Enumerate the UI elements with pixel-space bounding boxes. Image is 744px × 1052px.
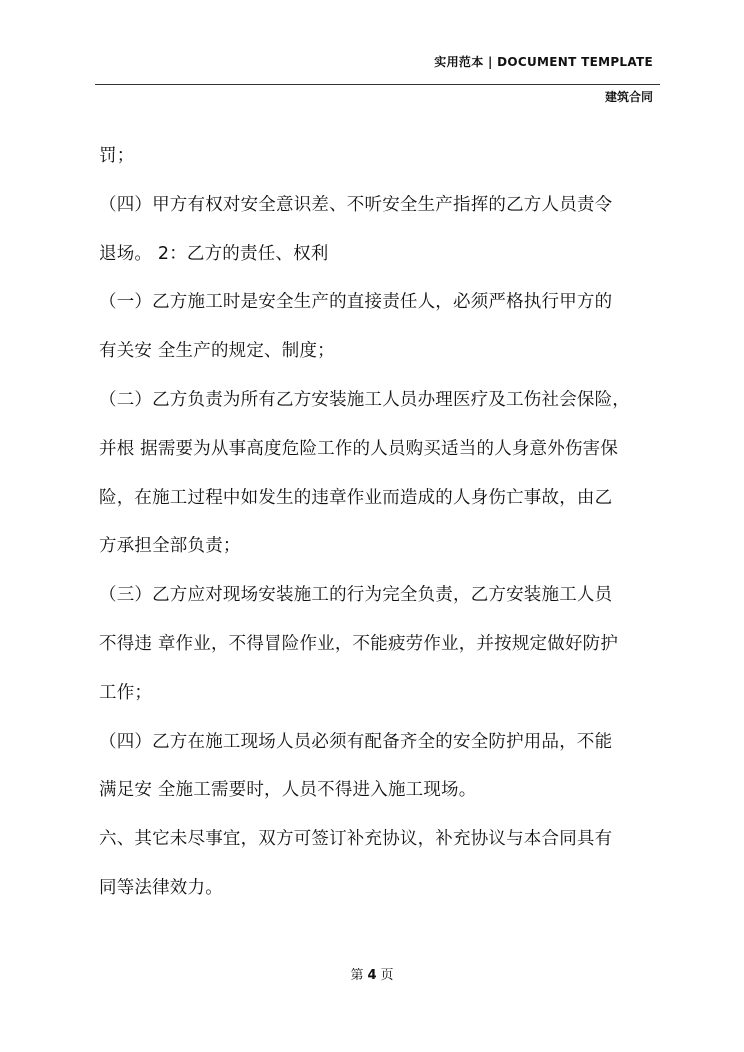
- text-line: 同等法律效力。: [99, 877, 223, 898]
- text-line: （一）乙方施工时是安全生产的直接责任人，必须严格执行甲方的: [99, 292, 613, 313]
- header-label: 实用范本 | DOCUMENT TEMPLATE: [434, 55, 653, 69]
- text-line: （三）乙方应对现场安装施工的行为完全负责，乙方安装施工人员: [99, 585, 613, 606]
- text-line: 有关安 全生产的规定、制度；: [99, 341, 335, 362]
- text-line: （四）乙方在施工现场人员必须有配备齐全的安全防护用品，不能: [99, 731, 613, 752]
- text-line: 并根 据需要为从事高度危险工作的人员购买适当的人身意外伤害保: [99, 438, 619, 459]
- text-line: 工作；: [99, 682, 153, 703]
- header-divider: [95, 84, 660, 85]
- text-line: 六、其它未尽事宜，双方可签订补充协议，补充协议与本合同具有: [99, 829, 613, 850]
- text-line: 险，在施工过程中如发生的违章作业而造成的人身伤亡事故，由乙: [99, 487, 613, 508]
- document-body: [99, 142, 661, 923]
- text-line: 罚；: [99, 146, 135, 166]
- text-line: （四）甲方有权对安全意识差、不听安全生产指挥的乙方人员责令: [99, 194, 613, 215]
- page-prefix: 第: [350, 968, 364, 983]
- text-line: 退场。 2：乙方的责任、权利: [99, 243, 329, 264]
- document-type-label: 建筑合同: [604, 90, 653, 104]
- page-suffix: 页: [380, 968, 394, 983]
- text-line: 不得违 章作业，不得冒险作业，不能疲劳作业，并按规定做好防护: [99, 633, 619, 654]
- page-number: 4: [367, 968, 377, 983]
- page-footer: [0, 964, 744, 983]
- text-line: （二）乙方负责为所有乙方安装施工人员办理医疗及工伤社会保险，: [99, 389, 630, 410]
- text-line: 方承担全部负责；: [99, 536, 241, 557]
- text-line: 满足安 全施工需要时，人员不得进入施工现场。: [99, 780, 477, 801]
